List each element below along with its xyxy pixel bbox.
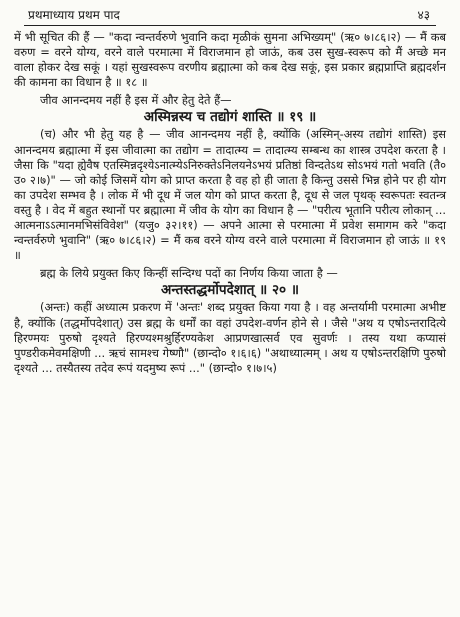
paragraph-5: (अन्तः) कहीं अध्यात्म प्रकरण में 'अन्तः' शब्द प्रयुक्त किया गया है । वह अन्तर्यामी परमात्मा अभीष्ट है, क्योंकि (तद्धर्मोपदेशात्) उस ब्रह्म के धर्मों का वहां उपदेश-वर्णन होने से । जैसे "अथ य एषोऽन्तरादित्ये हिरण्मयः पुरुषो दृश्यते हिरण्यश्मश्रुर्हिरण्यकेश आप्रणखात्सर्व एव सुवर्णः । तस्य यथा कप्यासं पुण्डरीकमेवमक्षिणी ... ऋचं सामश्च गेष्णौ" (छान्दो० १।६।६) "अथाध्यात्मम् । अथ य एषोऽन्तरक्षिणि पुरुषो दृश्यते ... तस्यैतस्य तदेव रूपं यदमुष्य रूपं ..." (छान्दो० १।७।५): [14, 300, 446, 375]
document-page: [0, 4, 460, 617]
page-header: [14, 4, 446, 26]
sutra-19: अस्मिन्नस्य च तद्योगं शास्ति ॥ १९ ॥: [143, 109, 317, 126]
header-rule: [24, 25, 436, 26]
paragraph-4: ब्रह्म के लिये प्रयुक्त किए किन्हीं सन्दिग्ध पदों का निर्णय किया जाता है —: [40, 266, 338, 281]
paragraph-1-text: हैं — "कदा न्वन्तर्वरुणे भुवानि कदा मृळीकं सुमना अभिख्यम्" (ऋ० ७।८६।२) — मैं कब वरुण = वरने योग्य, वरने वाले परमात्मा में विराजमान हो जाऊं, कब उस सुख-स्वरूप को मैं अच्छे मन वाला होकर देख सकूं । यहां सुखस्वरूप वरणीय ब्रह्मात्मा को कब देख सकूं, इस प्रकार ब्रह्मप्राप्ति ब्रह्मदर्शन की कामना का विधान है ॥ १८ ॥: [14, 30, 446, 90]
paragraph-1: [14, 30, 446, 90]
paragraph-2: जीव आनन्दमय नहीं है इस में और हेतु देते हैं—: [40, 93, 232, 108]
sutra-20: अन्तस्तद्धर्मोपदेशात् ॥ २० ॥: [161, 282, 299, 299]
chapter-title: प्रथमाध्याय प्रथम पाद: [28, 8, 120, 22]
page-body: [14, 30, 446, 376]
paragraph-3: (च) और भी हेतु यह है — जीव आनन्दमय नहीं है, क्योंकि (अस्मिन्-अस्य तद्योगं शास्ति) इस आनन्दमय ब्रह्मात्मा में इस जीवात्मा का तद्योग = तादात्म्य = तादात्म्य सम्बन्ध का शास्त्र उपदेश करता है । जैसा कि "यदा ह्येवैष एतस्मिन्नदृश्येऽनात्म्येऽनिरुक्तेऽनिलयनेऽभयं प्रतिष्ठां विन्दतेऽथ सोऽभयं गतो भवति (तै० उ० २।७)" — जो कोई जिसमें योग को प्राप्त करता है वह हो ही जाता है किन्तु उससे भिन्न होने पर ही योग का उपदेश सम्भव है । लोक में भी दूध में जल योग को प्राप्त करता है, दूध से जल पृथक् स्वरूपतः स्वतन्त्र वस्तु है । वेद में बहुत स्थानों पर ब्रह्मात्मा में जीव के योग का विधान है — "परीत्य भूतानि परीत्य लोकान् ... आत्मनाऽऽत्मानमभिसंविवेश" (यजु० ३२।११) — अपने आत्मा से परमात्मा में प्रवेश समागम करे "कदा न्वन्तर्वरुणे भुवानि" (ऋ० ७।८६।२) = मैं कब वरने योग्य वरने वाले परमात्मा में विराजमान हो जाऊं ॥ १९ ॥: [14, 127, 446, 263]
paragraph-1-lead: में भी सूचित की: [14, 30, 80, 44]
page-number: ४३: [417, 8, 430, 22]
